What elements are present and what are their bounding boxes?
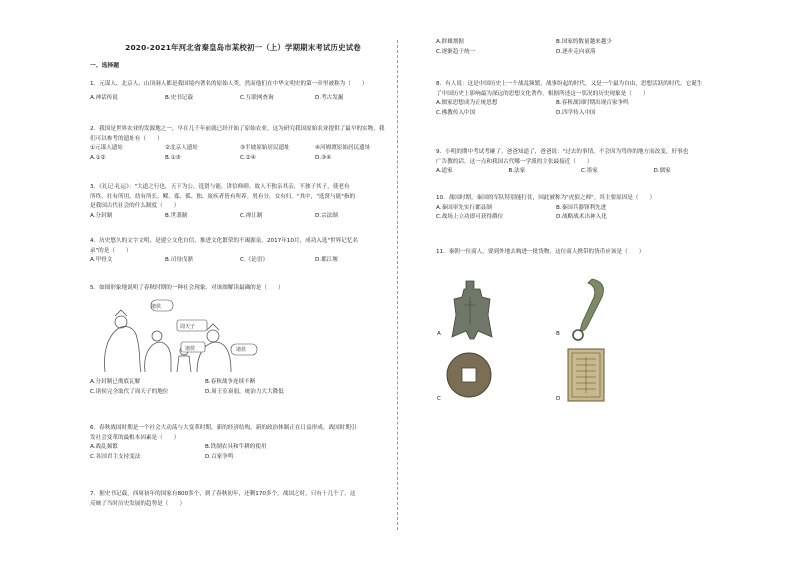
- question-stem: 10．战国时期，秦国的军队特别能打仗，因此被称为"虎狼之师"。其主要原因是（ ）: [436, 195, 656, 201]
- option-b[interactable]: B.①③: [165, 154, 181, 161]
- option-c[interactable]: C.逐渐趋于统一: [436, 48, 476, 55]
- option-a[interactable]: A.神话传说: [90, 94, 118, 101]
- option-b[interactable]: B.春秋战争连续不断: [205, 379, 256, 385]
- knife-coin-image: [558, 275, 618, 345]
- option-b[interactable]: B.史书记载: [165, 94, 193, 101]
- question-5-options: [90, 378, 320, 397]
- option-c[interactable]: C.战场上立功即可获得爵位: [436, 214, 504, 220]
- option-b[interactable]: B.法家: [508, 168, 526, 174]
- option-a[interactable]: A.分封制: [90, 212, 113, 219]
- question-stem: 7．据史书记载，西周初年的国家有800多个，到了春秋初年，还剩170多个，战国之时，只有十几个了。这: [90, 491, 356, 497]
- question-stem: 11．秦朝一位商人，要到外地去购进一批货物，这位商人携带的货币应该是（ ）: [436, 249, 645, 255]
- option-a[interactable]: A.分封制已彻底瓦解: [90, 379, 141, 385]
- option-d[interactable]: D.四学传入中国: [556, 109, 596, 116]
- option-b[interactable]: B.秦国兵器锋利先进: [556, 204, 607, 211]
- question-stem-cont: 是我国古代社会的什么制度（ ）: [90, 203, 180, 209]
- option-b[interactable]: B.世袭制: [165, 212, 188, 219]
- option-c[interactable]: C.禅让制: [240, 212, 263, 219]
- option-d[interactable]: D.考古发掘: [315, 94, 344, 101]
- option-d[interactable]: D.逐步走向衰落: [556, 48, 596, 55]
- cartoon-zhou-illustration: [97, 298, 329, 374]
- question-7: [90, 490, 390, 509]
- question-stem: 4．历史悠久的文字文明，是建立文化自信、推进文化繁荣的不竭源泉。2017年10月，成功入选"世界记忆名: [90, 238, 359, 244]
- option-b[interactable]: B.国家的数量越来越少: [556, 39, 612, 45]
- question-9: [436, 148, 726, 177]
- sub-option-1: ①元谋人遗址: [90, 145, 123, 151]
- option-a[interactable]: A.甲骨文: [90, 257, 113, 263]
- question-stem-cont: 了中国历史上影响最为深远的思想文化著作。根据所述这一状况的历史现象是（ ）: [436, 90, 649, 97]
- question-4: [90, 237, 390, 266]
- question-8: [436, 80, 726, 118]
- cartoon-label-1: 诸侯: [151, 304, 162, 310]
- option-c[interactable]: C.各国君主支持变法: [90, 453, 141, 460]
- round-coin-image: [444, 350, 494, 400]
- coin-label-a[interactable]: A: [437, 331, 441, 337]
- option-a[interactable]: A.秦国率先实行郡县制: [436, 204, 492, 211]
- cartoon-label-3: 诸侯: [185, 346, 196, 352]
- option-c[interactable]: C.互联网查询: [240, 94, 274, 101]
- question-stem: 3．《礼记·礼运》："大道之行也，天下为公，选贤与能，讲信修睦。故人不独亲其亲，不独子其子，使老有: [90, 184, 350, 190]
- option-d[interactable]: D.都江堰: [315, 257, 338, 263]
- sub-option-3: ③半坡原始居民遗址: [240, 145, 290, 151]
- cartoon-label-4: 诸侯: [236, 347, 247, 353]
- question-stem: 8．有人说：这是中国历史上一个战乱频繁，战事纷起的时代，又是一个最为自由，思想活跃的时代，它诞生: [436, 81, 703, 87]
- question-stem-cont: 们可以参考的遗址有（ ）: [90, 135, 163, 142]
- option-d[interactable]: D.儒家: [653, 168, 671, 174]
- option-c[interactable]: C.诸侯完全取代了周天子的地位: [90, 388, 169, 395]
- question-stem-cont: 录"的是（ ）: [90, 247, 132, 254]
- option-d[interactable]: D.周王室衰弱，统治力大大降低: [205, 388, 284, 395]
- question-11: [436, 248, 726, 258]
- page-title: 2020-2021年河北省秦皇岛市某校初一（上）学期期末考试历史试卷: [125, 43, 361, 52]
- option-a[interactable]: A.战乱频繁: [90, 444, 118, 450]
- question-2: [90, 125, 390, 163]
- coin-label-b[interactable]: B: [556, 331, 560, 337]
- page-divider: [397, 40, 398, 530]
- option-d[interactable]: D.③④: [315, 154, 332, 161]
- option-c[interactable]: C.佛教传入中国: [436, 109, 476, 116]
- coin-label-d[interactable]: D: [556, 396, 561, 402]
- sub-option-4: ④河姆渡原始居民遗址: [315, 145, 371, 151]
- question-5: [90, 284, 390, 294]
- option-b[interactable]: B.司母戊鼎: [165, 257, 193, 263]
- paper-money-image: [566, 347, 606, 403]
- option-d[interactable]: D.百家争鸣: [205, 453, 234, 460]
- question-stem-cont: 所终，壮有所用，幼有所长，鳏、寡、孤、独、废疾者皆有所养。男有分，女有归。"其中，"选贤与能"指的: [90, 193, 356, 200]
- option-d[interactable]: D.宗法制: [315, 212, 338, 219]
- question-stem: 5．如图形象地说明了春秋时期的一种社会现象。对该图解读最确的是（ ）: [90, 285, 284, 291]
- option-a[interactable]: A.群雄割据: [436, 39, 464, 45]
- section-heading: 一、选择题: [90, 63, 119, 69]
- option-d[interactable]: D.战略战术出神入化: [556, 214, 607, 220]
- option-a[interactable]: A.儒家思想成为正统思想: [436, 100, 498, 106]
- question-1: [90, 80, 390, 103]
- question-10: [436, 194, 726, 223]
- question-3: [90, 183, 390, 221]
- option-a[interactable]: A.道家: [436, 168, 453, 174]
- sub-option-2: ②北京人遗址: [165, 145, 198, 151]
- option-b[interactable]: B.春秋战国时期出现百家争鸣: [556, 100, 629, 106]
- question-stem: 6．春秋战国时期是一个社会大动荡与大变革时期，新的经济结构，新的政治体制正在日益形成。战国时期引: [90, 425, 357, 431]
- question-6: [90, 424, 390, 462]
- question-stem: 9．小明的期中考试考砸了，爸爸知道了，爸爸说："过去的事情，不会因为骂你的地方而改变，好事也: [436, 149, 689, 155]
- question-stem: 2．我国是世界农业的发源地之一，早在几千年前就已经开始了原始农业，这为研究我国原始农业提供了最早的实物，我: [90, 126, 385, 132]
- coin-label-c[interactable]: C: [437, 396, 441, 402]
- question-stem-cont: 广告教的话，这一点和我国古代哪一学派的主张最接近（ ）: [436, 158, 593, 165]
- option-c[interactable]: C.②④: [240, 154, 256, 161]
- option-c[interactable]: C.墨家: [581, 168, 598, 174]
- option-b[interactable]: B.铁制农具和牛耕的使用: [205, 444, 267, 450]
- question-stem: 1．元谋人、北京人、山顶洞人都是我国境内著名的原始人类，然而他们在中华文明史的第一章里被称为（ ）: [90, 81, 368, 87]
- question-stem-cont: 反映了当时历史发展的趋势是（ ）: [90, 500, 186, 507]
- option-c[interactable]: C.《论语》: [240, 257, 269, 263]
- spade-coin-image: [440, 275, 510, 345]
- option-a[interactable]: A.①②: [90, 154, 106, 161]
- cartoon-label-2: 周天子: [180, 324, 196, 330]
- question-stem-cont: 发社会变革的最根本因素是（ ）: [90, 434, 180, 441]
- question-7-options: [436, 38, 676, 57]
